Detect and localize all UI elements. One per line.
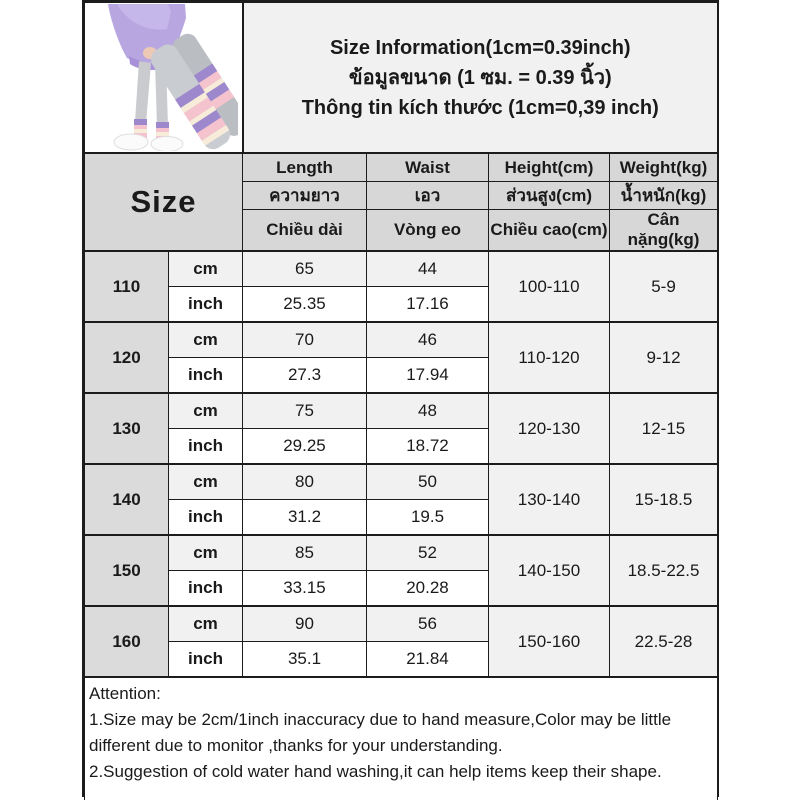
col-header-weight-th: น้ำหนัก(kg) [610, 182, 718, 210]
waist-inch-value: 18.72 [367, 429, 489, 465]
weight-range-value: 9-12 [610, 322, 718, 393]
waist-inch-value: 21.84 [367, 642, 489, 678]
size-140-cm-row [85, 464, 718, 500]
unit-inch-label: inch [169, 642, 243, 678]
col-header-length-th: ความยาว [243, 182, 367, 210]
title-row [85, 3, 718, 154]
size-value: 130 [85, 393, 169, 464]
size-130-cm-row [85, 393, 718, 429]
unit-cm-label: cm [169, 606, 243, 642]
length-inch-value: 29.25 [243, 429, 367, 465]
size-column-header: Size [85, 153, 243, 251]
col-header-length-vi: Chiều dài [243, 210, 367, 252]
length-cm-value: 80 [243, 464, 367, 500]
waist-cm-value: 46 [367, 322, 489, 358]
notes-row [85, 677, 718, 800]
unit-cm-label: cm [169, 464, 243, 500]
unit-inch-label: inch [169, 429, 243, 465]
chart-border-box [82, 0, 719, 797]
height-range-value: 150-160 [489, 606, 610, 677]
size-110-cm-row [85, 251, 718, 287]
attention-notes [85, 677, 718, 800]
waist-cm-value: 48 [367, 393, 489, 429]
col-header-length-en: Length [243, 153, 367, 182]
col-header-height-vi: Chiều cao(cm) [489, 210, 610, 252]
size-value: 120 [85, 322, 169, 393]
unit-cm-label: cm [169, 535, 243, 571]
attention-line-1: 1.Size may be 2cm/1inch inaccuracy due to hand measure,Color may be little different due to monitor ,thanks for your understanding. [89, 710, 672, 755]
unit-inch-label: inch [169, 500, 243, 536]
col-header-waist-vi: Vòng eo [367, 210, 489, 252]
weight-range-value: 5-9 [610, 251, 718, 322]
title-th: ข้อมูลขนาด (1 ซม. = 0.39 นิ้ว) [348, 66, 612, 89]
waist-cm-value: 52 [367, 535, 489, 571]
waist-cm-value: 56 [367, 606, 489, 642]
unit-cm-label: cm [169, 251, 243, 287]
waist-cm-value: 50 [367, 464, 489, 500]
waist-inch-value: 19.5 [367, 500, 489, 536]
height-range-value: 120-130 [489, 393, 610, 464]
col-header-waist-en: Waist [367, 153, 489, 182]
waist-inch-value: 17.94 [367, 358, 489, 394]
length-inch-value: 33.15 [243, 571, 367, 607]
title-en: Size Information(1cm=0.39inch) [329, 36, 631, 59]
length-inch-value: 27.3 [243, 358, 367, 394]
product-photo [85, 3, 243, 154]
waist-inch-value: 17.16 [367, 287, 489, 323]
unit-cm-label: cm [169, 393, 243, 429]
girl-leggings-photo-illustration [85, 4, 238, 151]
length-inch-value: 31.2 [243, 500, 367, 536]
unit-inch-label: inch [169, 358, 243, 394]
length-cm-value: 85 [243, 535, 367, 571]
waist-inch-value: 20.28 [367, 571, 489, 607]
size-120-cm-row [85, 322, 718, 358]
length-cm-value: 75 [243, 393, 367, 429]
length-cm-value: 90 [243, 606, 367, 642]
unit-cm-label: cm [169, 322, 243, 358]
size-value: 160 [85, 606, 169, 677]
attention-line-2: 2.Suggestion of cold water hand washing,it can help items keep their shape. [89, 762, 662, 781]
col-header-height-th: ส่วนสูง(cm) [489, 182, 610, 210]
title-vi: Thông tin kích thước (1cm=0,39 inch) [301, 96, 659, 119]
size-value: 110 [85, 251, 169, 322]
col-header-height-en: Height(cm) [489, 153, 610, 182]
weight-range-value: 12-15 [610, 393, 718, 464]
size-value: 150 [85, 535, 169, 606]
height-range-value: 110-120 [489, 322, 610, 393]
length-inch-value: 25.35 [243, 287, 367, 323]
weight-range-value: 22.5-28 [610, 606, 718, 677]
length-cm-value: 70 [243, 322, 367, 358]
length-cm-value: 65 [243, 251, 367, 287]
col-header-weight-vi: Cân nặng(kg) [610, 210, 718, 252]
unit-inch-label: inch [169, 287, 243, 323]
unit-inch-label: inch [169, 571, 243, 607]
col-header-weight-en: Weight(kg) [610, 153, 718, 182]
size-chart-table [84, 2, 718, 800]
size-150-cm-row [85, 535, 718, 571]
attention-title: Attention: [89, 684, 161, 703]
length-inch-value: 35.1 [243, 642, 367, 678]
height-range-value: 100-110 [489, 251, 610, 322]
waist-cm-value: 44 [367, 251, 489, 287]
height-range-value: 140-150 [489, 535, 610, 606]
header-row-en [85, 153, 718, 182]
size-160-cm-row [85, 606, 718, 642]
size-info-title-cell [243, 3, 718, 154]
height-range-value: 130-140 [489, 464, 610, 535]
col-header-waist-th: เอว [367, 182, 489, 210]
weight-range-value: 18.5-22.5 [610, 535, 718, 606]
weight-range-value: 15-18.5 [610, 464, 718, 535]
size-value: 140 [85, 464, 169, 535]
